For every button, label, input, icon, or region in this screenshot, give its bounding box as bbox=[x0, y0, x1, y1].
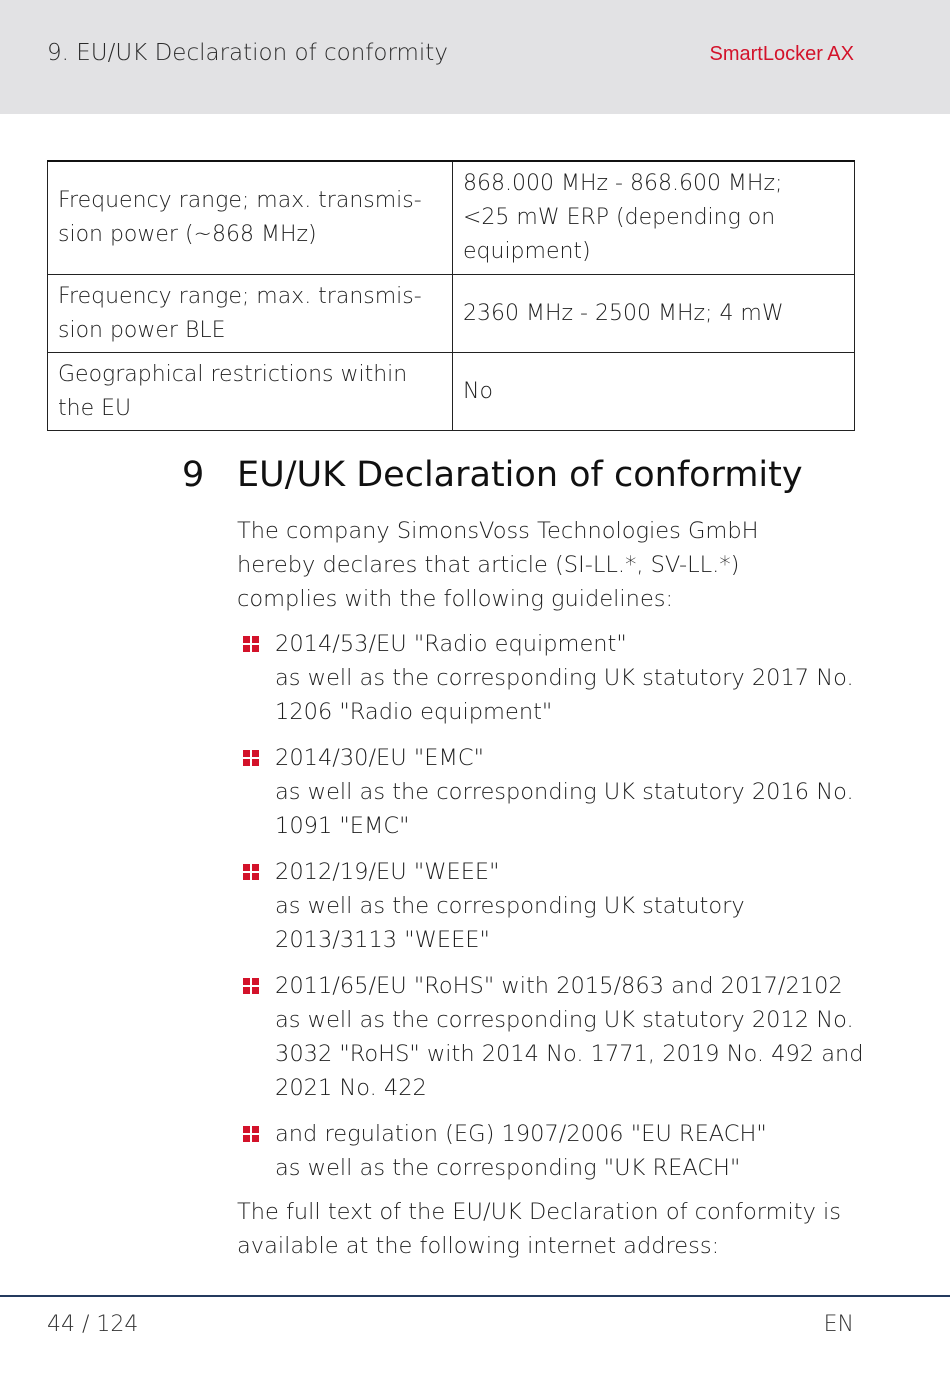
table-cell-value bbox=[453, 161, 855, 275]
text-line: available at the following internet address: bbox=[237, 1233, 720, 1259]
cell-line: sion power (~868 MHz) bbox=[58, 222, 317, 247]
table-row bbox=[48, 353, 855, 431]
text-line: as well as the corresponding UK statutory 2017 No. bbox=[275, 665, 854, 691]
product-name: SmartLocker AX bbox=[709, 43, 854, 65]
cell-line: <25 mW ERP (depending on bbox=[463, 205, 776, 230]
text-line: as well as the corresponding UK statutory bbox=[275, 893, 745, 919]
table-row bbox=[48, 161, 855, 275]
text-line: 2014/30/EU "EMC" bbox=[275, 745, 484, 771]
list-item bbox=[237, 969, 877, 1105]
intro-paragraph bbox=[237, 514, 857, 616]
cell-line: 2360 MHz - 2500 MHz; 4 mW bbox=[463, 300, 784, 326]
list-item bbox=[237, 741, 877, 843]
text-line: and regulation (EG) 1907/2006 "EU REACH" bbox=[275, 1121, 767, 1147]
text-line: complies with the following guidelines: bbox=[237, 586, 674, 612]
text-line: 2014/53/EU "Radio equipment" bbox=[275, 631, 627, 657]
cell-line: Frequency range; max. transmis- bbox=[58, 188, 422, 213]
table-cell-value bbox=[453, 353, 855, 431]
list-item bbox=[237, 855, 877, 957]
guidelines-list bbox=[237, 627, 877, 1197]
section-number: 9 bbox=[182, 455, 205, 495]
page-header bbox=[0, 0, 950, 114]
list-item bbox=[237, 1117, 877, 1185]
running-section-title: 9. EU/UK Declaration of conformity bbox=[47, 40, 448, 66]
cell-line: No bbox=[463, 378, 493, 404]
cell-line: Frequency range; max. transmis- bbox=[58, 283, 422, 309]
text-line: 1091 "EMC" bbox=[275, 813, 410, 839]
red-square-bullet-icon bbox=[243, 636, 259, 652]
text-line: 2012/19/EU "WEEE" bbox=[275, 859, 500, 885]
outro-paragraph bbox=[237, 1195, 877, 1263]
text-line: as well as the corresponding "UK REACH" bbox=[275, 1155, 741, 1181]
table-row bbox=[48, 275, 855, 353]
text-line: 2011/65/EU "RoHS" with 2015/863 and 2017/2102 bbox=[275, 973, 843, 999]
red-square-bullet-icon bbox=[243, 864, 259, 880]
red-square-bullet-icon bbox=[243, 750, 259, 766]
cell-line: the EU bbox=[58, 395, 132, 421]
page-number: 44 / 124 bbox=[47, 1312, 139, 1337]
radio-spec-table bbox=[47, 160, 855, 431]
cell-line: equipment) bbox=[463, 239, 591, 264]
cell-line: sion power BLE bbox=[58, 317, 226, 343]
text-line: hereby declares that article (SI-LL.*, SV-LL.*) bbox=[237, 552, 740, 578]
text-line: 3032 "RoHS" with 2014 No. 1771, 2019 No. 492 and bbox=[275, 1041, 864, 1067]
cell-line: 868.000 MHz - 868.600 MHz; bbox=[463, 171, 783, 196]
table-cell-label bbox=[48, 353, 453, 431]
table-cell-label bbox=[48, 161, 453, 275]
language-code: EN bbox=[823, 1312, 854, 1337]
cell-line: Geographical restrictions within bbox=[58, 361, 408, 387]
red-square-bullet-icon bbox=[243, 1126, 259, 1142]
text-line: 1206 "Radio equipment" bbox=[275, 699, 553, 725]
footer-divider bbox=[0, 1295, 950, 1297]
table-cell-label bbox=[48, 275, 453, 353]
text-line: as well as the corresponding UK statutory 2012 No. bbox=[275, 1007, 854, 1033]
text-line: 2021 No. 422 bbox=[275, 1075, 427, 1101]
table-cell-value bbox=[453, 275, 855, 353]
list-item bbox=[237, 627, 877, 729]
section-title: EU/UK Declaration of conformity bbox=[237, 455, 803, 495]
text-line: 2013/3113 "WEEE" bbox=[275, 927, 490, 953]
text-line: as well as the corresponding UK statutory 2016 No. bbox=[275, 779, 854, 805]
text-line: The company SimonsVoss Technologies GmbH bbox=[237, 518, 759, 544]
red-square-bullet-icon bbox=[243, 978, 259, 994]
text-line: The full text of the EU/UK Declaration of conformity is bbox=[237, 1199, 842, 1225]
